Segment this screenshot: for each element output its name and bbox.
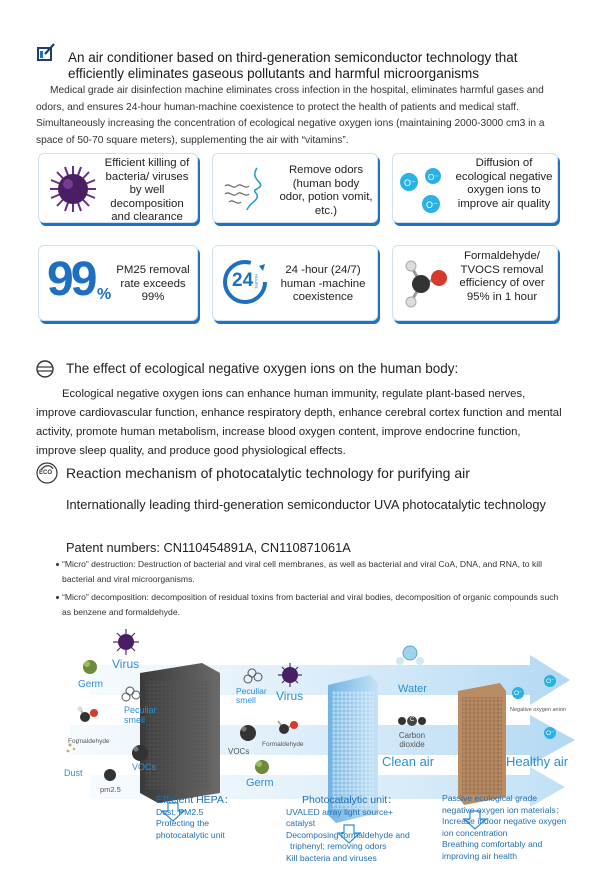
caption-negative-ion-line: Breathing comfortably and	[442, 839, 543, 849]
caption-negative-ion-line: Passive ecological grade	[442, 793, 538, 803]
label-germ-2: Germ	[246, 777, 274, 789]
bullet-micro-destruction	[62, 557, 562, 587]
caption-hepa-line: Protecting the	[156, 818, 210, 828]
clock-24-number: 24	[232, 270, 254, 291]
caption-photocatalytic-line: Kill bacteria and viruses	[286, 852, 377, 863]
caption-negative-ion	[442, 793, 592, 862]
caption-hepa	[156, 795, 286, 841]
feature-kill-bacteria-text: Efficient killing of bacteria/ viruses by well decomposition and clearance	[104, 157, 190, 223]
feature-card-kill-bacteria	[38, 153, 198, 223]
bullet-micro-destruction-text: “Micro” destruction: Destruction of bacterial and viral cell membranes, as well as bacterial and viral CoA, DNA, and RNA, to kill bacterial and viral microorganisms.	[62, 559, 543, 584]
purification-diagram	[30, 625, 590, 887]
caption-negative-ion-line: Increase indoor negative oxygen	[442, 816, 567, 826]
caption-hepa-title: Efficient HEPA：	[156, 794, 235, 806]
label-dust: Dust	[64, 768, 83, 778]
caption-photocatalytic-line: catalyst	[286, 818, 316, 828]
face-odor-icon	[219, 164, 279, 219]
section2-body: Ecological negative oxygen ions can enhance human immunity, regulate plant-based nerves, improve cardiovascular function, enhance respiratory depth, enhance cerebral cortex function and mental activity, promote human metabolism, increase blood oxygen content, improve endocrine function, improve sleep quality, and produce good physiological effects.	[36, 388, 562, 457]
patent-numbers: Patent numbers: CN110454891A, CN110871061A	[66, 540, 351, 555]
feature-formaldehyde-text: Formaldehyde/ TVOCS removal efficiency of over 95% in 1 hour	[459, 250, 545, 303]
feature-card-remove-odors	[212, 153, 378, 223]
feature-negative-ions-text: Diffusion of ecological negative oxygen ions to improve air quality	[455, 157, 553, 210]
label-germ: Germ	[78, 679, 103, 690]
feature-card-24h	[212, 245, 378, 321]
label-healthy-air: Healthy air	[506, 754, 569, 769]
label-formaldehyde: Formaldehyde	[68, 738, 110, 745]
feature-24h-text: 24 -hour (24/7) human -machine coexistence	[280, 264, 366, 303]
bullet-micro-decomposition-text: “Micro” decomposition: decomposition of residual toxins from bacterial and viral bodies, decomposition of organic compounds such as benzene and formaldehyde.	[62, 592, 559, 617]
label-peculiar-smell: Peculiar smell	[124, 705, 157, 725]
pm25-percent-figure	[45, 252, 115, 314]
negative-ion-symbol-3: O⁻	[546, 730, 555, 737]
label-virus: Virus	[112, 657, 140, 671]
negative-ion-symbol-1: O⁻	[514, 690, 523, 697]
health-icon	[36, 360, 54, 383]
label-water: Water	[398, 683, 427, 695]
molecule-icon	[399, 256, 449, 317]
eco-icon-text: ECO	[39, 470, 53, 476]
header-icon	[36, 42, 56, 62]
clock-hours-label: HOURS	[254, 274, 259, 289]
caption-negative-ion-line: ion concentration	[442, 827, 508, 838]
label-vocs-2: VOCs	[228, 747, 250, 756]
caption-hepa-line: photocatalytic unit	[156, 829, 225, 840]
intro-paragraph: Medical grade air disinfection machine eliminates cross infection in the hospital, eliminates harmful gases and odors, and ensures 24-hour human-machine coexistence to protect the health of patients and medical staff. Simultaneously increasing the concentration of ecological negative oxygen ions (maintaining 2000-3000 cm3 in a space of 50-70 square meters), supplementing the air with “vitamins”.	[36, 85, 545, 146]
pm25-percent-sign: %	[97, 286, 112, 303]
feature-card-formaldehyde	[392, 245, 558, 321]
caption-photocatalytic	[286, 795, 436, 864]
caption-photocatalytic-line: triphenyl; removing odors	[290, 841, 387, 851]
clock-24h-icon	[221, 258, 269, 306]
svg-text:O⁻: O⁻	[404, 178, 416, 188]
feature-remove-odors-text: Remove odors (human body odor, potion vomit, etc.)	[279, 164, 373, 217]
caption-negative-ion-line: negative oxygen ion materials；	[442, 804, 565, 815]
eco-icon	[36, 462, 58, 484]
caption-photocatalytic-line: UVALED array light source+	[286, 806, 394, 817]
negative-ion-icon	[397, 166, 455, 223]
feature-card-pm25	[38, 245, 198, 321]
label-negative-oxygen-anion: Negative oxygen anion	[510, 707, 566, 713]
co2-c-symbol: C	[410, 717, 415, 723]
caption-negative-ion-line: improving air health	[442, 850, 517, 861]
feature-card-negative-ions	[392, 153, 558, 223]
svg-text:O⁻: O⁻	[428, 173, 439, 182]
caption-photocatalytic-line: Decomposing formaldehyde and	[286, 829, 410, 840]
section2-title: The effect of ecological negative oxygen ions on the human body:	[66, 361, 459, 376]
label-virus-2: Virus	[276, 689, 304, 703]
section3-subtitle: Internationally leading third-generation semiconductor UVA photocatalytic technology	[66, 497, 546, 512]
negative-ion-symbol-2: O⁻	[546, 678, 555, 685]
label-formaldehyde-2: Formaldehyde	[262, 741, 304, 748]
page-title: An air conditioner based on third-generation semiconductor technology that efficiently eliminates gaseous pollutants and harmful microorganisms	[68, 50, 518, 81]
caption-hepa-line: Dust, PM2.5	[156, 806, 204, 817]
section3-title: Reaction mechanism of photocatalytic technology for purifying air	[66, 465, 470, 481]
label-pm25: pm2.5	[100, 785, 121, 794]
label-vocs: VOCs	[132, 762, 157, 772]
label-peculiar-smell-2: Peculiar smell	[236, 686, 267, 705]
feature-pm25-text: PM25 removal rate exceeds 99%	[116, 264, 190, 303]
bullet-micro-decomposition	[62, 590, 562, 620]
virus-icon	[47, 164, 99, 219]
pm25-big-number: 99	[47, 253, 95, 306]
svg-text:O⁻: O⁻	[426, 200, 438, 210]
label-carbon-dioxide: Carbon dioxide	[398, 731, 426, 749]
caption-photocatalytic-title: Photocatalytic unit：	[302, 794, 398, 806]
label-clean-air: Clean air	[382, 754, 435, 769]
